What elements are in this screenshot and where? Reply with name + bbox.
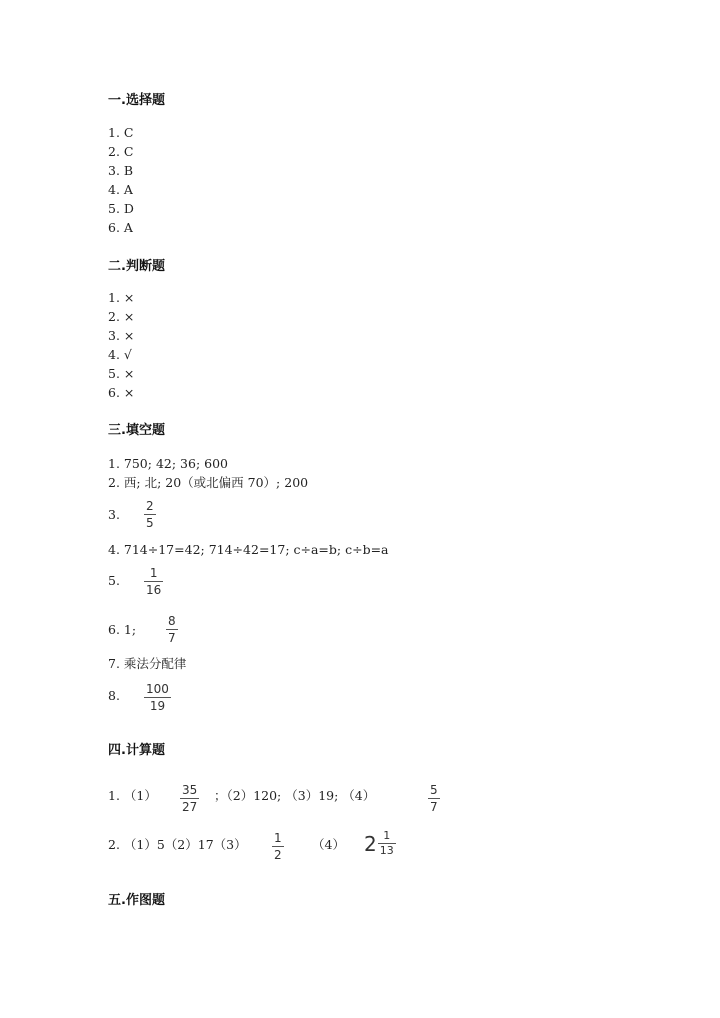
fraction-numerator: 1 — [274, 831, 282, 845]
fraction-denominator: 27 — [182, 800, 198, 814]
section-1-title: 一.选择题 — [108, 93, 165, 108]
fraction-denominator: 13 — [379, 844, 394, 857]
section-2-title: 二.判断题 — [108, 259, 165, 274]
s1-answer-4: 4. A — [108, 182, 133, 197]
mixed-fraction — [378, 830, 396, 857]
s1-answer-2: 2. C — [108, 144, 134, 159]
s4-answer-1-label: 1. （1） — [108, 788, 157, 803]
s4-answer-2-middle: （4） — [312, 837, 345, 852]
fraction-bar — [428, 798, 440, 799]
s2-answer-2: 2. × — [108, 309, 135, 324]
s3-answer-1: 1. 750; 42; 36; 600 — [108, 456, 228, 471]
s3-answer-5-label: 5. — [108, 573, 120, 588]
s1-answer-6: 6. A — [108, 220, 133, 235]
fraction-denominator: 16 — [146, 583, 162, 597]
s4-answer-1-middle: ；（2）120; （3）19; （4） — [214, 788, 376, 803]
fraction-denominator: 7 — [168, 631, 176, 645]
fraction-numerator: 8 — [168, 614, 176, 628]
s3-answer-8-fraction — [144, 682, 171, 713]
fraction-numerator: 1 — [383, 829, 391, 842]
s3-answer-5-fraction — [144, 566, 163, 597]
s1-answer-3: 3. B — [108, 163, 134, 178]
fraction-denominator: 5 — [146, 516, 154, 530]
s2-answer-4: 4. √ — [108, 347, 132, 362]
section-5-title: 五.作图题 — [108, 893, 165, 908]
fraction-bar — [144, 697, 171, 698]
s4-answer-1-fraction-b — [428, 783, 440, 814]
s2-answer-1: 1. × — [108, 290, 135, 305]
s2-answer-6: 6. × — [108, 385, 135, 400]
s2-answer-3: 3. × — [108, 328, 135, 343]
fraction-bar — [144, 581, 163, 582]
section-4-title: 四.计算题 — [108, 743, 165, 758]
s3-answer-2: 2. 西; 北; 20（或北偏西 70）; 200 — [108, 475, 309, 490]
s3-answer-3-fraction — [144, 499, 156, 530]
s4-answer-2-label: 2. （1）5（2）17（3） — [108, 837, 247, 852]
s3-answer-8-label: 8. — [108, 688, 120, 703]
fraction-bar — [180, 798, 199, 799]
fraction-numerator: 100 — [146, 682, 169, 696]
mixed-whole: 2 — [364, 831, 377, 856]
s3-answer-6-label: 6. 1; — [108, 622, 137, 637]
fraction-denominator: 19 — [149, 699, 166, 713]
s4-answer-1-fraction-a — [180, 783, 199, 814]
s3-answer-7: 7. 乘法分配律 — [108, 656, 187, 671]
section-3-title: 三.填空题 — [108, 423, 165, 438]
fraction-denominator: 7 — [430, 800, 438, 814]
s3-answer-6-fraction — [166, 614, 178, 645]
s1-answer-5: 5. D — [108, 201, 134, 216]
s3-answer-3-label: 3. — [108, 507, 120, 522]
fraction-numerator: 35 — [182, 783, 198, 797]
s2-answer-5: 5. × — [108, 366, 135, 381]
fraction-numerator: 5 — [430, 783, 438, 797]
fraction-numerator: 2 — [146, 499, 154, 513]
s1-answer-1: 1. C — [108, 125, 134, 140]
fraction-bar — [144, 514, 156, 515]
fraction-bar — [272, 846, 284, 847]
fraction-denominator: 2 — [274, 848, 282, 862]
s3-answer-4: 4. 714÷17=42; 714÷42=17; c÷a=b; c÷b=a — [108, 542, 389, 557]
s4-answer-2-mixed-number — [364, 830, 396, 857]
s4-answer-2-fraction — [272, 831, 284, 862]
fraction-bar — [166, 629, 178, 630]
fraction-numerator: 1 — [149, 566, 158, 580]
